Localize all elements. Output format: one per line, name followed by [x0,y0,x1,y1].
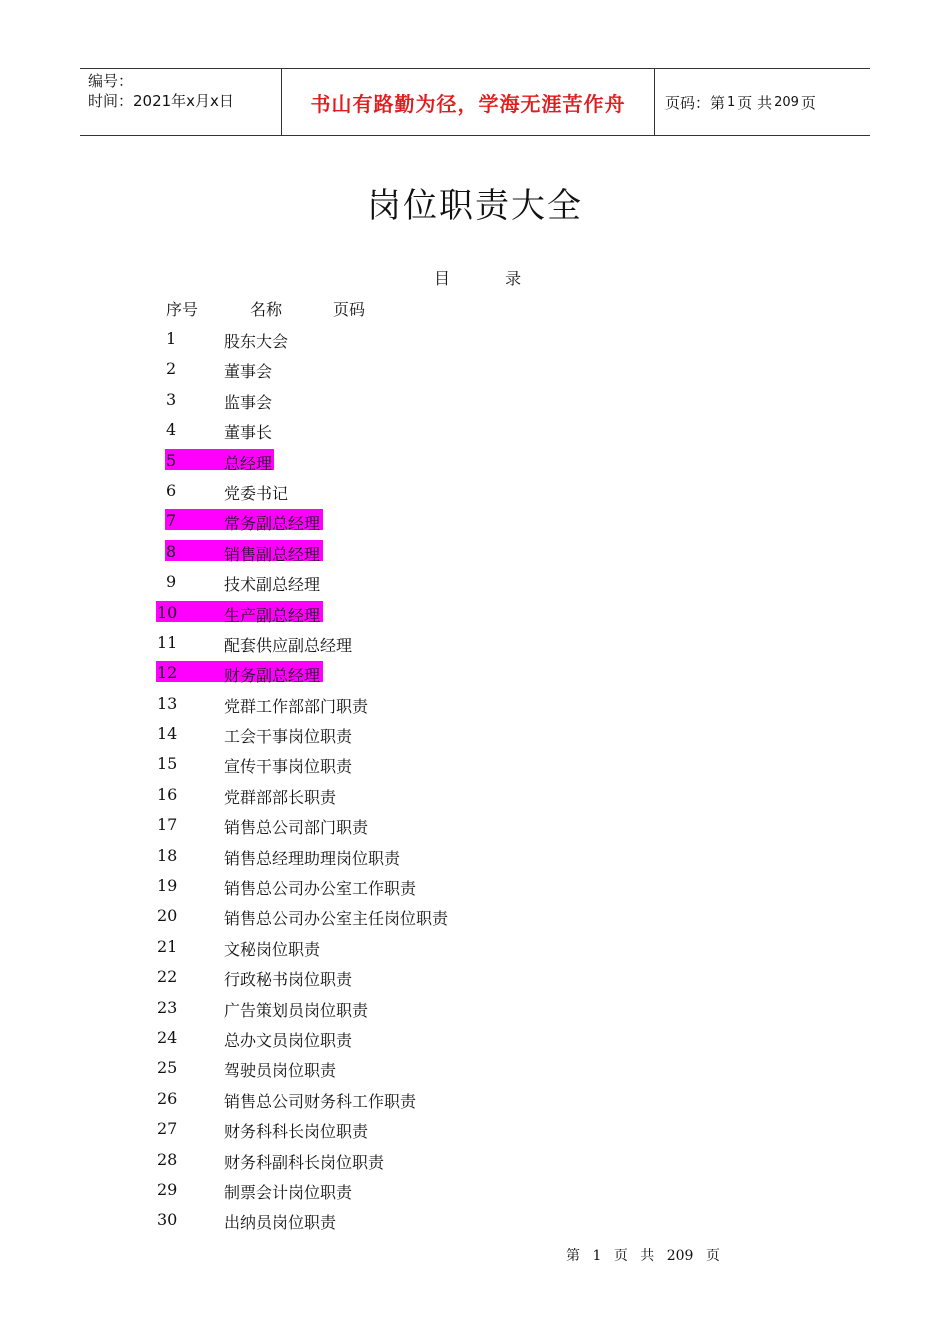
toc-row-number: 15 [157,754,178,774]
toc-row [0,445,950,475]
footer-total: 209 [666,1248,694,1264]
toc-row [0,323,950,353]
page-prefix: 页码：第 [665,93,726,112]
toc-row-number: 9 [166,572,177,592]
toc-row [0,961,950,991]
toc-row [0,1052,950,1082]
toc-row [0,779,950,809]
toc-row-number: 29 [157,1179,178,1199]
toc-row-label: 董事长 [224,423,273,443]
toc-row-number: 1 [166,329,177,348]
toc-row [0,475,950,505]
toc-row-number: 13 [157,693,178,713]
toc-row [0,1204,950,1234]
toc-row [0,1022,950,1052]
toc-row-number: 22 [157,967,178,987]
toc-row [0,1083,950,1113]
toc-row-label: 销售总公司办公室主任岗位职责 [224,909,449,929]
toc-list [0,323,950,1235]
toc-row [0,566,950,596]
toc-row-number: 12 [157,663,178,683]
footer-word-1: 第 [566,1248,580,1264]
toc-row [0,505,950,535]
page-number: 1 [727,94,736,110]
toc-row-number: 20 [157,906,178,926]
toc-row [0,931,950,961]
toc-row-number: 11 [157,632,178,652]
toc-heading-left: 目 [434,269,451,288]
toc-heading [434,266,521,289]
toc-row-label: 财务副总经理 [224,666,321,686]
toc-row-label: 出纳员岗位职责 [224,1213,337,1233]
toc-row [0,1113,950,1143]
toc-row [0,809,950,839]
toc-row-number: 19 [157,876,178,896]
toc-row-number: 18 [157,845,178,865]
toc-row-label: 销售总经理助理岗位职责 [224,848,401,868]
footer-page-number: 1 [592,1248,602,1264]
header-meta [80,69,282,135]
toc-row-number: 2 [166,359,177,379]
toc-row-label: 股东大会 [224,332,289,351]
toc-row [0,353,950,383]
toc-row-label: 党群部部长职责 [224,787,337,807]
toc-row-number: 25 [157,1058,178,1078]
document-time-label: 时间：2021年x月x日 [88,92,234,110]
toc-row-label: 销售总公司办公室工作职责 [224,879,417,899]
page-footer [566,1245,728,1265]
toc-row [0,1174,950,1204]
toc-row-number: 6 [166,480,177,500]
toc-row [0,536,950,566]
toc-row-label: 驾驶员岗位职责 [224,1061,337,1081]
toc-row [0,657,950,687]
toc-row-number: 24 [157,1027,178,1047]
toc-row-label: 监事会 [224,392,273,412]
toc-row [0,688,950,718]
toc-row [0,384,950,414]
toc-row-number: 3 [166,389,177,409]
toc-row-number: 10 [157,602,178,622]
page-suffix: 页 [800,93,816,112]
toc-row-label: 董事会 [224,362,273,382]
toc-row [0,870,950,900]
header-motto: 书山有路勤为径，学海无涯苦作舟 [282,69,655,135]
document-title: 岗位职责大全 [367,186,583,226]
toc-row-label: 总经理 [224,453,273,473]
footer-word-2: 页 [613,1248,628,1264]
toc-row-label: 销售副总经理 [224,544,321,564]
toc-row-number: 8 [166,541,177,561]
toc-heading-right: 录 [505,269,522,288]
toc-row-number: 27 [157,1119,178,1139]
header-page-info [655,69,870,135]
toc-row [0,627,950,657]
toc-row-number: 7 [166,511,177,531]
toc-row-number: 23 [157,997,178,1017]
toc-row-label: 销售总公司财务科工作职责 [224,1091,417,1111]
column-header-page: 页码 [333,300,366,319]
toc-row-label: 财务科科长岗位职责 [224,1122,369,1142]
footer-word-3: 共 [640,1248,655,1264]
toc-row [0,718,950,748]
toc-row-label: 行政秘书岗位职责 [224,970,353,990]
toc-row-label: 配套供应副总经理 [224,635,353,655]
page-mid: 页 共 [737,93,773,112]
column-header-name: 名称 [250,300,283,319]
toc-row [0,1144,950,1174]
toc-row-number: 21 [157,936,178,956]
toc-row-label: 常务副总经理 [224,514,321,534]
toc-row [0,748,950,778]
toc-row [0,597,950,627]
toc-row-label: 总办文员岗位职责 [224,1030,353,1050]
toc-row [0,900,950,930]
toc-row-number: 30 [157,1210,178,1230]
toc-row-number: 26 [157,1088,178,1108]
toc-row-number: 14 [157,724,178,744]
document-code-label: 编号： [88,72,134,90]
toc-row-label: 财务科副科长岗位职责 [224,1152,385,1172]
toc-row-number: 16 [157,784,178,804]
toc-row-number: 4 [166,420,177,440]
toc-row-label: 党委书记 [224,483,289,503]
toc-row [0,840,950,870]
footer-word-4: 页 [705,1248,720,1264]
toc-row-label: 文秘岗位职责 [224,939,321,959]
toc-row-label: 制票会计岗位职责 [224,1182,353,1202]
page-total: 209 [774,94,799,110]
toc-row-number: 17 [157,815,178,835]
toc-row-label: 技术副总经理 [224,575,321,595]
toc-row [0,414,950,444]
toc-row-label: 宣传干事岗位职责 [224,757,353,777]
toc-row-label: 销售总公司部门职责 [224,818,369,838]
toc-row-number: 28 [157,1149,178,1169]
toc-row-label: 工会干事岗位职责 [224,727,353,747]
column-header-number: 序号 [166,300,199,319]
toc-row-number: 5 [166,450,177,470]
page-header [80,68,870,136]
toc-row-label: 党群工作部部门职责 [224,696,369,716]
toc-row [0,992,950,1022]
toc-row-label: 广告策划员岗位职责 [224,1000,369,1020]
toc-row-label: 生产副总经理 [224,605,321,625]
